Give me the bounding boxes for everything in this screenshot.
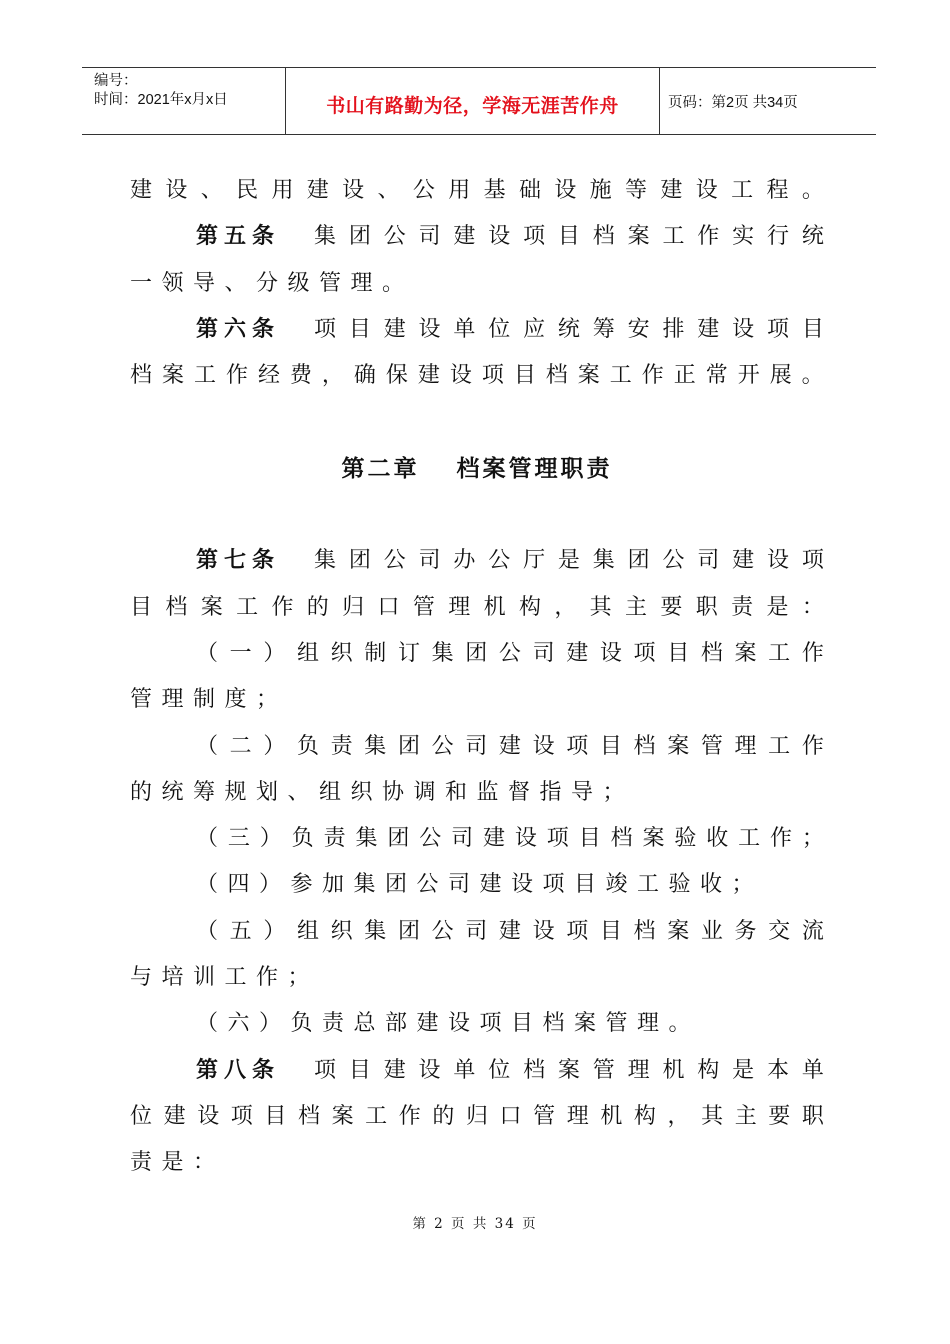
spacer — [130, 492, 824, 538]
body-line-indented — [130, 816, 824, 862]
header-number: 编号： — [94, 73, 138, 89]
body-line: （ 三 ） 负 责 集 团 公 司 建 设 项 目 档 案 验 收 工 作 ； — [196, 826, 824, 852]
body-line: 档 案 工 作 经 费 ， 确 保 建 设 项 目 档 案 工 作 正 常 开 展 。 — [130, 363, 824, 389]
body-line: 项 目 建 设 单 位 应 统 筹 安 排 建 设 项 目 — [314, 316, 824, 342]
article-7-heading: 第七条 — [196, 548, 281, 574]
article-8-heading: 第八条 — [196, 1057, 281, 1083]
body-line: （ 一 ） 组 织 制 订 集 团 公 司 建 设 项 目 档 案 工 作 — [196, 640, 824, 666]
document-header — [82, 67, 876, 135]
body-line: 位 建 设 项 目 档 案 工 作 的 归 口 管 理 机 构 ， 其 主 要 职 — [130, 1103, 824, 1129]
header-page-cell — [660, 68, 876, 134]
body-line: 的统筹规划、组织协调和监督指导； — [130, 779, 635, 805]
body-line: 一领导、分级管理。 — [130, 270, 414, 296]
body-line: 集 团 公 司 办 公 厅 是 集 团 公 司 建 设 项 — [314, 548, 824, 574]
body-line: 集 团 公 司 建 设 项 目 档 案 工 作 实 行 统 — [314, 224, 824, 250]
body-line: 建 设 、 民 用 建 设 、 公 用 基 础 设 施 等 建 设 工 程 。 — [130, 178, 824, 203]
article-5-line — [130, 214, 824, 260]
page-footer: 第 2 页 共 34 页 — [412, 1216, 538, 1232]
article-8-line — [130, 1048, 824, 1094]
body-line-indented — [130, 724, 824, 770]
body-line: 管理制度； — [130, 687, 288, 713]
body-line: （ 二 ） 负 责 集 团 公 司 建 设 项 目 档 案 管 理 工 作 — [196, 733, 824, 759]
body-line: 责是： — [130, 1150, 225, 1176]
header-page-number: 页码：第2页 共34页 — [668, 94, 798, 111]
spacer — [130, 399, 824, 445]
body-line: （四）参加集团公司建设项目竣工验收； — [196, 872, 764, 898]
body-line: 项 目 建 设 单 位 档 案 管 理 机 构 是 本 单 — [314, 1057, 824, 1083]
chapter-title: 第二章 档案管理职责 — [341, 455, 613, 482]
body-line: 与培训工作； — [130, 965, 320, 991]
article-7-line — [130, 538, 824, 584]
article-6-heading: 第六条 — [196, 316, 281, 342]
body-line-indented — [130, 909, 824, 955]
header-motto-cell — [286, 68, 660, 134]
header-meta-cell — [82, 68, 286, 134]
body-line-indented — [130, 631, 824, 677]
article-6-line — [130, 307, 824, 353]
article-5-heading: 第五条 — [196, 224, 281, 250]
body-line: （ 五 ） 组 织 集 团 公 司 建 设 项 目 档 案 业 务 交 流 — [196, 918, 824, 944]
body-line: 目 档 案 工 作 的 归 口 管 理 机 构 ， 其 主 要 职 责 是 ： — [130, 594, 824, 620]
document-body — [130, 168, 824, 1187]
header-time: 时间：2021年x月x日 — [94, 92, 228, 108]
header-motto: 书山有路勤为径，学海无涯苦作舟 — [326, 94, 619, 117]
body-line: （六）负责总部建设项目档案管理。 — [196, 1011, 701, 1037]
